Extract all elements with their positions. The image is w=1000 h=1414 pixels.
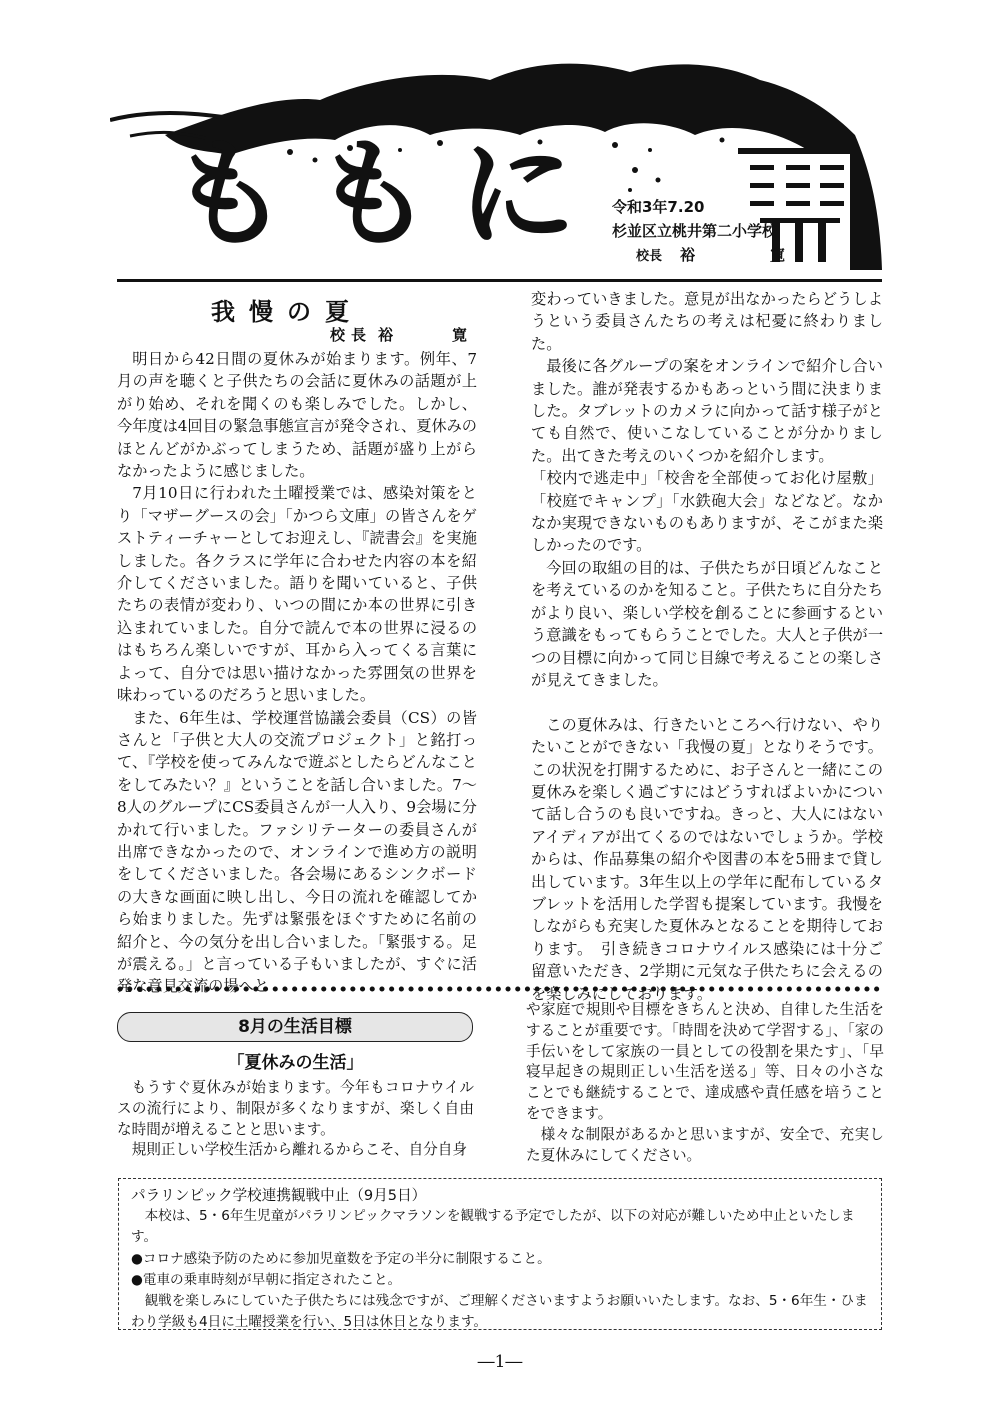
article-paragraph: また、6年生は、学校運営協議会委員（CS）の皆さんと「子供と大人の交流プロジェクト」と銘打って、『学校を使ってみんなで遊ぶとしたらどんなことをしてみたい？』ということを話し合いました。7～8人のグループにCS委員さんが一人入り、9会場に分かれて行いました。ファシリテーターの委員さんが出席できなかったので、オンラインで進め方の説明をしてくださいました。各会場にあるシンクボードの大きな画面に映し出し、今日の流れを確認してから始まりました。先ずは緊張をほぐすために名前の紹介と、今の気分を出し合いました。「緊張する。足が震える。」と言っている子もいましたが、すぐに活発な意見交流の場へと [117, 708, 477, 996]
byline-name: 裕 寛 [378, 326, 490, 344]
notice-bullet: ●電車の乗車時刻が早朝に指定されたこと。 [131, 1271, 402, 1288]
article-paragraph: 7月10日に行われた土曜授業では、感染対策をとり「マザーグースの会」「かつら文庫」の皆さんをゲストティーチャーとしてお迎えし、『読書会』を実施しました。各クラスに学年に合わせた内容の本を紹介してくださいました。語りを聞いていると、子供たちの表情が変わり、いつの間にか本の世界に引き込まれていました。自分で読んで本の世界に浸るのはもちろん楽しいですが、耳から入ってくる言葉によって、自分では思い描けなかった雰囲気の世界を味わっているのだろうと思いました。 [117, 484, 477, 705]
article-byline [330, 324, 489, 345]
masthead-info [612, 195, 815, 269]
masthead-rule [117, 279, 882, 282]
article-paragraph: 「校内で逃走中」「校舎を全部使ってお化け屋敷」「校庭でキャンプ」「水鉄砲大会」などなど。なかなか実現できないものもありますが、そこがまた楽しかったのです。 [531, 469, 883, 555]
notice-outro: 観戦を楽しみにしていた子供たちには残念ですが、ご理解くださいますようお願いいたします。なお、5・6年生・ひまわり学級も4日に土曜授業を行い、5日は休日となります。 [131, 1293, 868, 1331]
goal-column-right [526, 1000, 884, 1166]
article-column-left [117, 348, 477, 998]
goal-paragraph: もうすぐ夏休みが始まります。今年もコロナウイルスの流行により、制限が多くなりますが、楽しく自由な時間が増えることと思います。 [117, 1079, 474, 1138]
article-column-right [531, 288, 883, 1005]
notice-title: パラリンピック学校連携観戦中止（9月5日） [131, 1187, 427, 1204]
school-name: 杉並区立桃井第二小学校 [612, 222, 778, 240]
article-paragraph: 変わっていきました。意見が出なかったらどうしようという委員さんたちの考えは杞憂に終わりました。 [531, 290, 884, 353]
article-paragraph: 明日から42日間の夏休みが始まります。例年、7月の声を聴くと子供たちの会話に夏休みの話題が上がり始め、それを聞くのも楽しみでした。しかし、今年度は4回目の緊急事態宣言が発令され、夏休みのほとんどがかぶってしまうため、話題が盛り上がらなかったように感じました。 [117, 350, 477, 481]
goal-paragraph: や家庭で規則や目標をきちんと決め、自律した生活をすることが重要です。「時間を決めて学習する」、「家の手伝いをして家族の一員としての役割を果たす」、「早寝早起きの規則正しい生活を送る」等、日々の小さなことでも継続することで、達成感や責任感を培うことをできます。 [526, 1001, 884, 1122]
goal-heading: 8月の生活目標 [117, 1012, 473, 1042]
notice-box [118, 1178, 882, 1330]
notice-bullet: ●コロナ感染予防のために参加児童数を予定の半分に制限すること。 [131, 1250, 551, 1267]
issue-date: 令和3年7.20 [612, 198, 705, 216]
goal-column-left [117, 1078, 474, 1161]
notice-intro: 本校は、5・6年生児童がパラリンピックマラソンを観戦する予定でしたが、以下の対応が難しいため中止といたします。 [131, 1208, 855, 1246]
goal-subheading: 「夏休みの生活」 [227, 1053, 364, 1073]
goal-paragraph: 規則正しい学校生活から離れるからこそ、自分自身 [131, 1141, 467, 1159]
article-title: 我慢の夏 [211, 297, 363, 326]
dotted-divider [117, 985, 883, 993]
logo-title: ももに [170, 124, 603, 263]
principal-name: 裕 寛 [680, 246, 816, 264]
goal-paragraph: 様々な制限があるかと思いますが、安全で、充実した夏休みにしてください。 [526, 1125, 884, 1164]
article-paragraph: 最後に各グループの案をオンラインで紹介し合いました。誰が発表するかもあっという間に決まりました。タブレットのカメラに向かって話す様子がとても自然で、使いこなしていることが分かりました。出てきた考えのいくつかを紹介します。 [531, 357, 883, 465]
page-number: ―1― [477, 1352, 523, 1372]
byline-label: 校長 [330, 326, 373, 344]
principal-label: 校長 [636, 249, 663, 264]
article-paragraph: 今回の取組の目的は、子供たちが日頃どんなことを考えているのかを知ること。子供たちに自分たちがより良い、楽しい学校を創ることに参画するという意識をもってもらうことでした。大人と子供が一つの目標に向かって同じ目線で考えることの楽しさが見えてきました。 [531, 558, 883, 689]
article-paragraph: この夏休みは、行きたいところへ行けない、やりたいことができない「我慢の夏」となりそうです。この状況を打開するために、お子さんと一緒にこの夏休みを楽しく過ごすにはどうすればよいかについて話し合うのも良いですね。きっと、大人にはないアイディアが出てくるのではないでしょうか。学校からは、作品募集の紹介や図書の本を5冊まで貸し出しています。3年生以上の学年に配布しているタブレットを活用した学習も提案しています。我慢をしながらも充実した夏休みとなることを期待しております。 引き続きコロナウイルス感染には十分ご留意いただき、2学期に元気な子供たちに会えるのを楽しみにしております。 [531, 715, 883, 1003]
principal-line [612, 243, 815, 269]
